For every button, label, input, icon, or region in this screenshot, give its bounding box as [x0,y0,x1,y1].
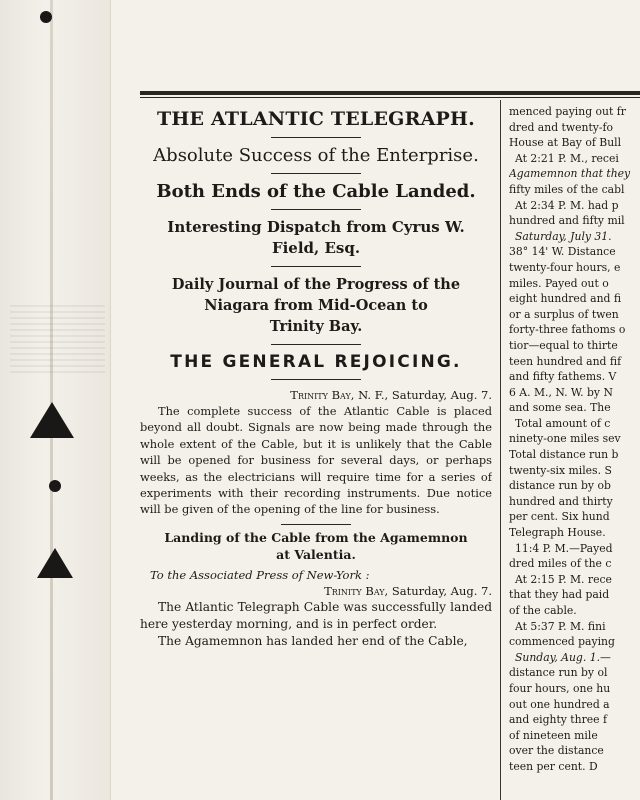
section-rule [271,209,361,210]
column-top-rule-thin [140,97,640,98]
section-rule [271,266,361,267]
right-column-line: menced paying out fr [509,105,626,118]
bleed-through-text [10,305,105,375]
right-column-line: ninety-one miles sev [509,432,621,446]
article-main-column [140,104,492,800]
headline: THE ATLANTIC TELEGRAPH. [157,108,475,130]
right-column-line: At 2:15 P. M. rece [515,572,612,586]
subhead-landing-line2: at Valentia. [276,546,356,562]
right-column-line: over the distance [509,744,604,758]
right-column-line: and eighty three f [509,713,607,727]
right-column-line: Sunday, Aug. 1.— [515,650,611,664]
right-column-line: At 5:37 P. M. fini [515,619,606,633]
right-column-line: of nineteen mile [509,728,598,742]
section-rule [271,137,361,138]
section-rule [281,524,351,525]
deck-cable-landed: Both Ends of the Cable Landed. [156,181,476,202]
right-column-line: 38° 14' W. Distance [509,245,616,259]
right-column-line: and some sea. The [509,401,611,415]
right-column-line: 6 A. M., N. W. by N [509,385,613,399]
dateline-1 [140,387,492,403]
right-column-line: hundred and fifty mil [509,214,625,228]
right-column-line: eight hundred and fi [509,292,622,306]
right-column-line: fifty miles of the cabl [509,182,625,196]
right-column-line: teen hundred and fif [509,354,622,368]
right-column-line: and fifty fathems. V [509,370,617,384]
page-fold-margin [0,0,111,800]
dateline-2 [140,583,492,599]
dateline-1-place: Trinity Bay, N. F., [290,388,389,402]
binding-hole-middle [49,480,61,492]
right-column-line: teen per cent. D [509,759,598,773]
deck-journal-line3: Trinity Bay. [269,318,363,335]
right-column-line: of the cable. [509,604,577,617]
paragraph-3: The Agamemnon has landed her end of the Cable, [158,633,468,648]
right-column-line: At 2:34 P. M. had p [515,198,619,212]
right-column-line: forty-three fathoms o [509,323,626,337]
right-column-line: Total distance run b [509,448,619,462]
right-column-line: Telegraph House. [509,526,606,540]
right-column-line: hundred and thirty [509,494,613,508]
column-top-rule [140,91,640,95]
section-rule [271,173,361,174]
binding-notch-upper [30,402,74,438]
deck-journal-line2: Niagara from Mid-Ocean to [204,297,428,314]
right-column-line: out one hundred a [509,697,610,711]
associated-press-credit: To the Associated Press of New-York : [150,567,370,582]
right-column-line: twenty-six miles. S [509,463,612,477]
paragraph-1: The complete success of the Atlantic Cable is placed beyond all doubt. Signals are now being made through the whole extent of the Cable, but it is unlikely that the Cable will be opened for business for several days, or perhaps weeks, as the electricians will require time for a series of experiments with their recording instruments. Due notice will be given of the opening of the line for business. [140,404,492,517]
right-column-line: dred and twenty-fo [509,120,614,134]
column-divider [500,100,501,800]
right-column-line: dred miles of the c [509,557,612,571]
right-column-line: Saturday, July 31. [515,229,612,243]
deck-success: Absolute Success of the Enterprise. [153,145,479,166]
right-column-line: miles. Payed out o [509,276,609,290]
binding-notch-lower [37,548,73,578]
deck-dispatch-line1: Interesting Dispatch from Cyrus W. [167,218,465,236]
right-column-line: 11:4 P. M.—Payed [515,541,613,555]
binding-hole-top [40,11,52,23]
dateline-2-place: Trinity Bay, [324,583,389,598]
right-column-line: twenty-four hours, e [509,260,621,274]
right-column-line: four hours, one hu [509,681,611,695]
right-column-line: per cent. Six hund [509,510,610,524]
right-column-line: Agamemnon that they [509,167,631,181]
section-rule [271,344,361,345]
right-column-line: House at Bay of Bull [509,136,622,150]
subhead-landing-line1: Landing of the Cable from the Agamemnon [164,529,468,545]
right-column-line: distance run by ol [509,666,608,680]
right-column-line: At 2:21 P. M., recei [515,151,619,165]
right-column-line: commenced paying [509,635,615,649]
right-column-line: tior—equal to thirte [509,338,618,352]
section-rule [271,379,361,380]
deck-dispatch-line2: Field, Esq. [271,239,361,257]
paragraph-2: The Atlantic Telegraph Cable was successfully landed here yesterday morning, and is in perfect order. [140,599,492,631]
spine-crease [50,0,53,800]
right-column-line: that they had paid [509,588,610,602]
right-column-line: distance run by ob [509,479,611,493]
right-column-line: Total amount of c [515,416,611,430]
dateline-1-date: Saturday, Aug. 7. [391,388,492,402]
right-column-line: or a surplus of twen [509,307,619,321]
article-right-column [509,104,640,800]
deck-general-rejoicing: THE GENERAL REJOICING. [170,352,462,372]
deck-journal-line1: Daily Journal of the Progress of the [171,276,461,293]
dateline-2-date: Saturday, Aug. 7. [391,583,492,598]
